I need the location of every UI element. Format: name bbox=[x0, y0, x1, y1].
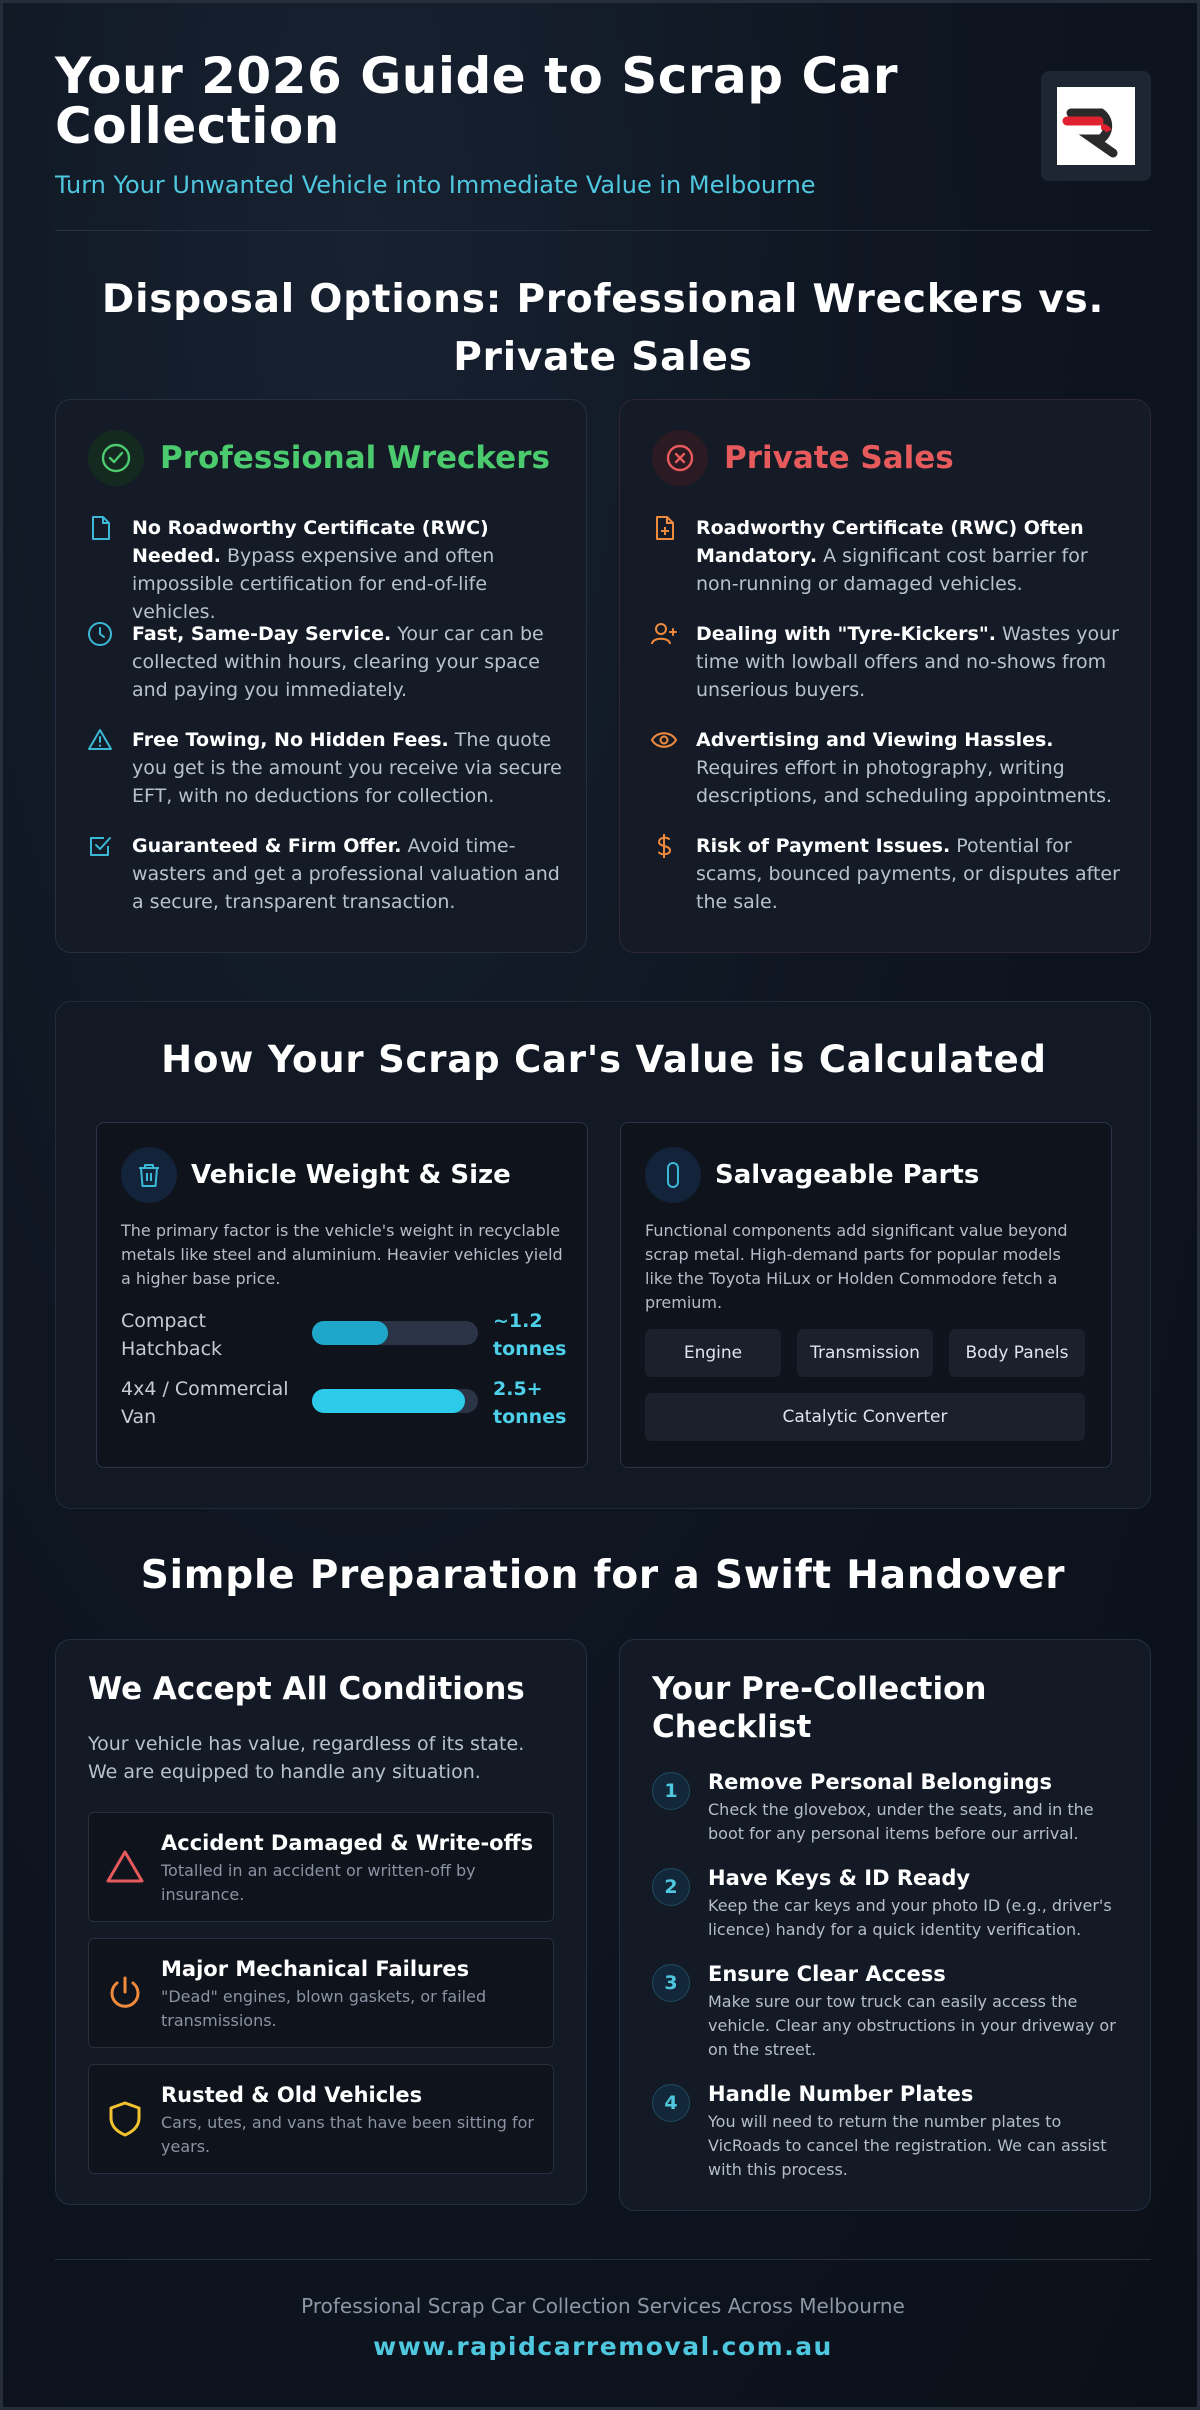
weight-desc: The primary factor is the vehicle's weight in recyclable metals like steel and aluminium. Heavier vehicles yield a higher base price. bbox=[121, 1221, 563, 1288]
private-header bbox=[652, 430, 954, 486]
weight-card bbox=[96, 1122, 588, 1468]
condition-title: Rusted & Old Vehicles bbox=[161, 2083, 423, 2107]
point-text: Potential for scams, bounced payments, or disputes after the sale. bbox=[696, 835, 1120, 913]
wreckers-header bbox=[88, 430, 550, 486]
wreckers-card bbox=[55, 399, 587, 953]
part-chip: Engine bbox=[645, 1329, 781, 1377]
parts-card bbox=[620, 1122, 1112, 1468]
condition-item bbox=[88, 2064, 554, 2174]
check-circle-icon bbox=[88, 430, 144, 486]
conditions-card bbox=[55, 1639, 587, 2205]
document-plus-icon bbox=[650, 514, 678, 542]
eye-icon bbox=[650, 726, 678, 754]
pill-icon bbox=[645, 1147, 701, 1203]
parts-heading: Salvageable Parts bbox=[715, 1160, 980, 1190]
triangle-icon bbox=[105, 1847, 145, 1887]
point-bold: Dealing with "Tyre-Kickers". bbox=[696, 623, 996, 645]
conditions-intro: Your vehicle has value, regardless of its state. We are equipped to handle any situation. bbox=[88, 1733, 525, 1783]
condition-item bbox=[88, 1812, 554, 1922]
step-title: Handle Number Plates bbox=[708, 2082, 974, 2106]
point-text: Requires effort in photography, writing descriptions, and scheduling appointments. bbox=[696, 757, 1113, 807]
checkbox-icon bbox=[86, 832, 114, 860]
weight-bar bbox=[312, 1321, 478, 1345]
footer-url-link[interactable]: www.rapidcarremoval.com.au bbox=[373, 2332, 833, 2361]
value-section bbox=[55, 1001, 1151, 1509]
condition-desc: Cars, utes, and vans that have been sitting for years. bbox=[161, 2113, 534, 2156]
point-text: Wastes your time with lowball offers and no-shows from unserious buyers. bbox=[696, 623, 1119, 701]
part-chip: Body Panels bbox=[949, 1329, 1085, 1377]
parts-desc: Functional components add significant value beyond scrap metal. High-demand parts for popular models like the Toyota HiLux or Holden Commodore fetch a premium. bbox=[645, 1221, 1068, 1312]
value-section-title: How Your Scrap Car's Value is Calculated bbox=[161, 1038, 1047, 1081]
condition-item bbox=[88, 1938, 554, 2048]
wreckers-heading: Professional Wreckers bbox=[160, 440, 550, 476]
warning-icon bbox=[86, 726, 114, 754]
weight-heading: Vehicle Weight & Size bbox=[191, 1160, 511, 1190]
footer bbox=[55, 2259, 1151, 2361]
point-bold: No Roadworthy Certificate (RWC) Needed. bbox=[132, 517, 489, 567]
private-heading: Private Sales bbox=[724, 440, 954, 476]
point-bold: Risk of Payment Issues. bbox=[696, 835, 951, 857]
condition-title: Accident Damaged & Write-offs bbox=[161, 1831, 534, 1855]
weight-bar-fill bbox=[312, 1321, 388, 1345]
point-bold: Advertising and Viewing Hassles. bbox=[696, 729, 1054, 751]
logo[interactable] bbox=[1041, 71, 1151, 181]
point-bold: Free Towing, No Hidden Fees. bbox=[132, 729, 449, 751]
point-bold: Roadworthy Certificate (RWC) Often Mandatory. bbox=[696, 517, 1084, 567]
condition-title: Major Mechanical Failures bbox=[161, 1957, 470, 1981]
footer-tagline: Professional Scrap Car Collection Services Across Melbourne bbox=[301, 2294, 905, 2318]
part-chip: Catalytic Converter bbox=[645, 1393, 1085, 1441]
weight-value: ~1.2 tonnes bbox=[493, 1310, 567, 1360]
disposal-section-title: Disposal Options: Professional Wreckers vs. Private Sales bbox=[101, 277, 1105, 380]
point-text: A significant cost barrier for non-running or damaged vehicles. bbox=[696, 545, 1088, 595]
part-chip: Transmission bbox=[797, 1329, 933, 1377]
weight-label: Compact Hatchback bbox=[121, 1310, 223, 1360]
clock-icon bbox=[86, 620, 114, 648]
condition-desc: Totalled in an accident or written-off by insurance. bbox=[161, 1861, 476, 1904]
prep-section-title: Simple Preparation for a Swift Handover bbox=[140, 1553, 1066, 1598]
point-text: The quote you get is the amount you receive via secure EFT, with no deductions for collection. bbox=[132, 729, 562, 807]
header bbox=[55, 47, 1151, 231]
step-number: 3 bbox=[652, 1964, 690, 2002]
point-text: Avoid time-wasters and get a professional valuation and a secure, transparent transaction. bbox=[132, 835, 560, 913]
weight-label: 4x4 / Commercial Van bbox=[121, 1378, 289, 1428]
r-logo-icon bbox=[1057, 87, 1135, 165]
shield-icon bbox=[105, 2099, 145, 2139]
point-bold: Fast, Same-Day Service. bbox=[132, 623, 392, 645]
step-number: 2 bbox=[652, 1868, 690, 1906]
step-number: 4 bbox=[652, 2084, 690, 2122]
step-desc: Make sure our tow truck can easily access the vehicle. Clear any obstructions in your driveway or on the street. bbox=[708, 1992, 1116, 2059]
weight-bar-fill bbox=[312, 1389, 465, 1413]
page-title: Your 2026 Guide to Scrap Car Collection bbox=[55, 47, 899, 155]
checklist-card bbox=[619, 1639, 1151, 2211]
user-plus-icon bbox=[650, 620, 678, 648]
step-desc: You will need to return the number plates to VicRoads to cancel the registration. We can assist with this process. bbox=[708, 2112, 1107, 2179]
point-text: Bypass expensive and often impossible certification for end-of-life vehicles. bbox=[132, 545, 495, 623]
point-bold: Guaranteed & Firm Offer. bbox=[132, 835, 402, 857]
power-icon bbox=[105, 1973, 145, 2013]
step-title: Ensure Clear Access bbox=[708, 1962, 946, 1986]
step-number: 1 bbox=[652, 1772, 690, 1810]
parts-header bbox=[645, 1147, 979, 1203]
weight-header bbox=[121, 1147, 511, 1203]
weight-bar bbox=[312, 1389, 478, 1413]
conditions-heading: We Accept All Conditions bbox=[88, 1671, 525, 1707]
step-desc: Keep the car keys and your photo ID (e.g., driver's licence) handy for a quick identity verification. bbox=[708, 1896, 1112, 1939]
weight-value: 2.5+ tonnes bbox=[493, 1378, 567, 1428]
step-desc: Check the glovebox, under the seats, and in the boot for any personal items before our arrival. bbox=[708, 1800, 1094, 1843]
step-title: Remove Personal Belongings bbox=[708, 1770, 1053, 1794]
dollar-icon bbox=[650, 832, 678, 860]
condition-desc: "Dead" engines, blown gaskets, or failed transmissions. bbox=[161, 1987, 487, 2030]
document-icon bbox=[86, 514, 114, 542]
trash-icon bbox=[121, 1147, 177, 1203]
checklist-heading: Your Pre-Collection Checklist bbox=[652, 1671, 987, 1745]
page-subtitle: Turn Your Unwanted Vehicle into Immediate Value in Melbourne bbox=[55, 171, 816, 199]
point-text: Your car can be collected within hours, clearing your space and paying you immediately. bbox=[132, 623, 544, 701]
x-circle-icon bbox=[652, 430, 708, 486]
step-title: Have Keys & ID Ready bbox=[708, 1866, 971, 1890]
private-card bbox=[619, 399, 1151, 953]
